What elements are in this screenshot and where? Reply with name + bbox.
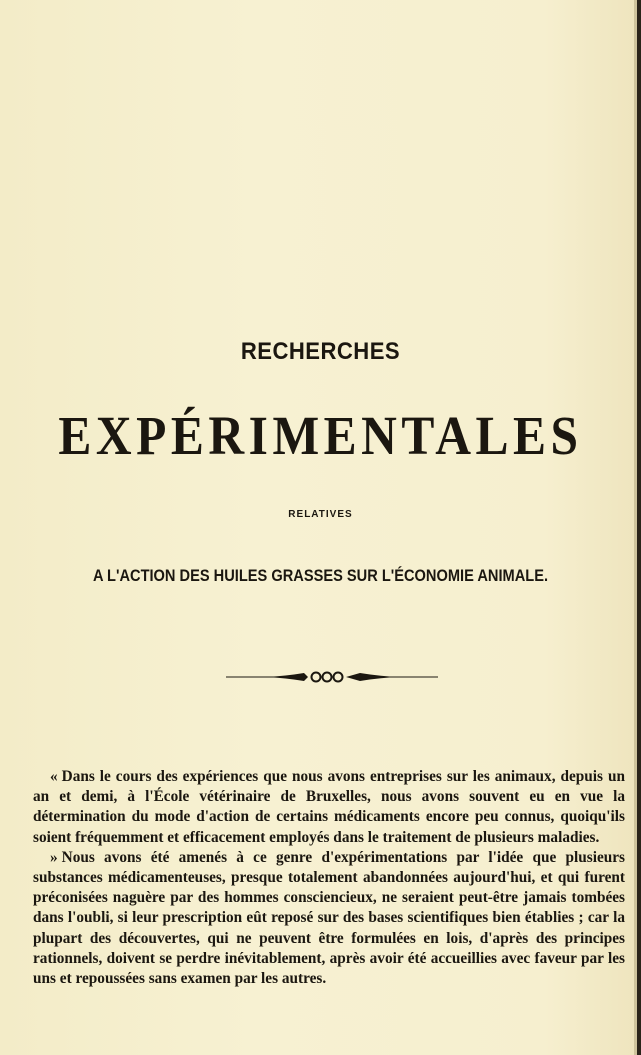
opening-quote-mark: « [50, 768, 58, 785]
paragraph-2-text: Nous avons été amenés à ce genre d'expérimentations par l'idée que plusieurs substances médicamenteuses, presque totalement abandonnées aujourd'hui, et qui furent préconisées naguère par des hommes consciencieux, ne seraient peut-être jamais tombées dans l'oubli, si leur prescription eût reposé sur des bases scientifiques bien établies ; car la plupart des découvertes, qui ne peuvent être formulées en lois, d'après des principes rationnels, doivent se perdre inévitablement, après avoir été accueillies avec faveur par les uns et repoussées sans examen par les autres. [33, 848, 625, 988]
book-spine-edge [637, 0, 641, 1055]
title-line-3: RELATIVES [288, 509, 353, 520]
decorative-rule-ornament [226, 666, 438, 688]
title-line-1: RECHERCHES [240, 338, 401, 365]
title-line-2: EXPÉRIMENTALES [58, 405, 583, 466]
continuation-quote-mark: » [50, 848, 58, 866]
paragraph-1-text: Dans le cours des expériences que nous avons entreprises sur les animaux, depuis un an et demi, à l'École vétérinaire de Bruxelles, nous avons souvent eu en vue la détermination du mode d'action de certains médicaments encore peu connus, quoiqu'ils soient fréquemment et efficacement employés dans le traitement de plusieurs maladies. [33, 768, 625, 846]
paragraph-1 [33, 767, 625, 848]
paragraph-2 [33, 848, 625, 989]
body-text [33, 767, 625, 989]
title-line-4: A L'ACTION DES HUILES GRASSES SUR L'ÉCONOMIE ANIMALE. [92, 566, 549, 585]
